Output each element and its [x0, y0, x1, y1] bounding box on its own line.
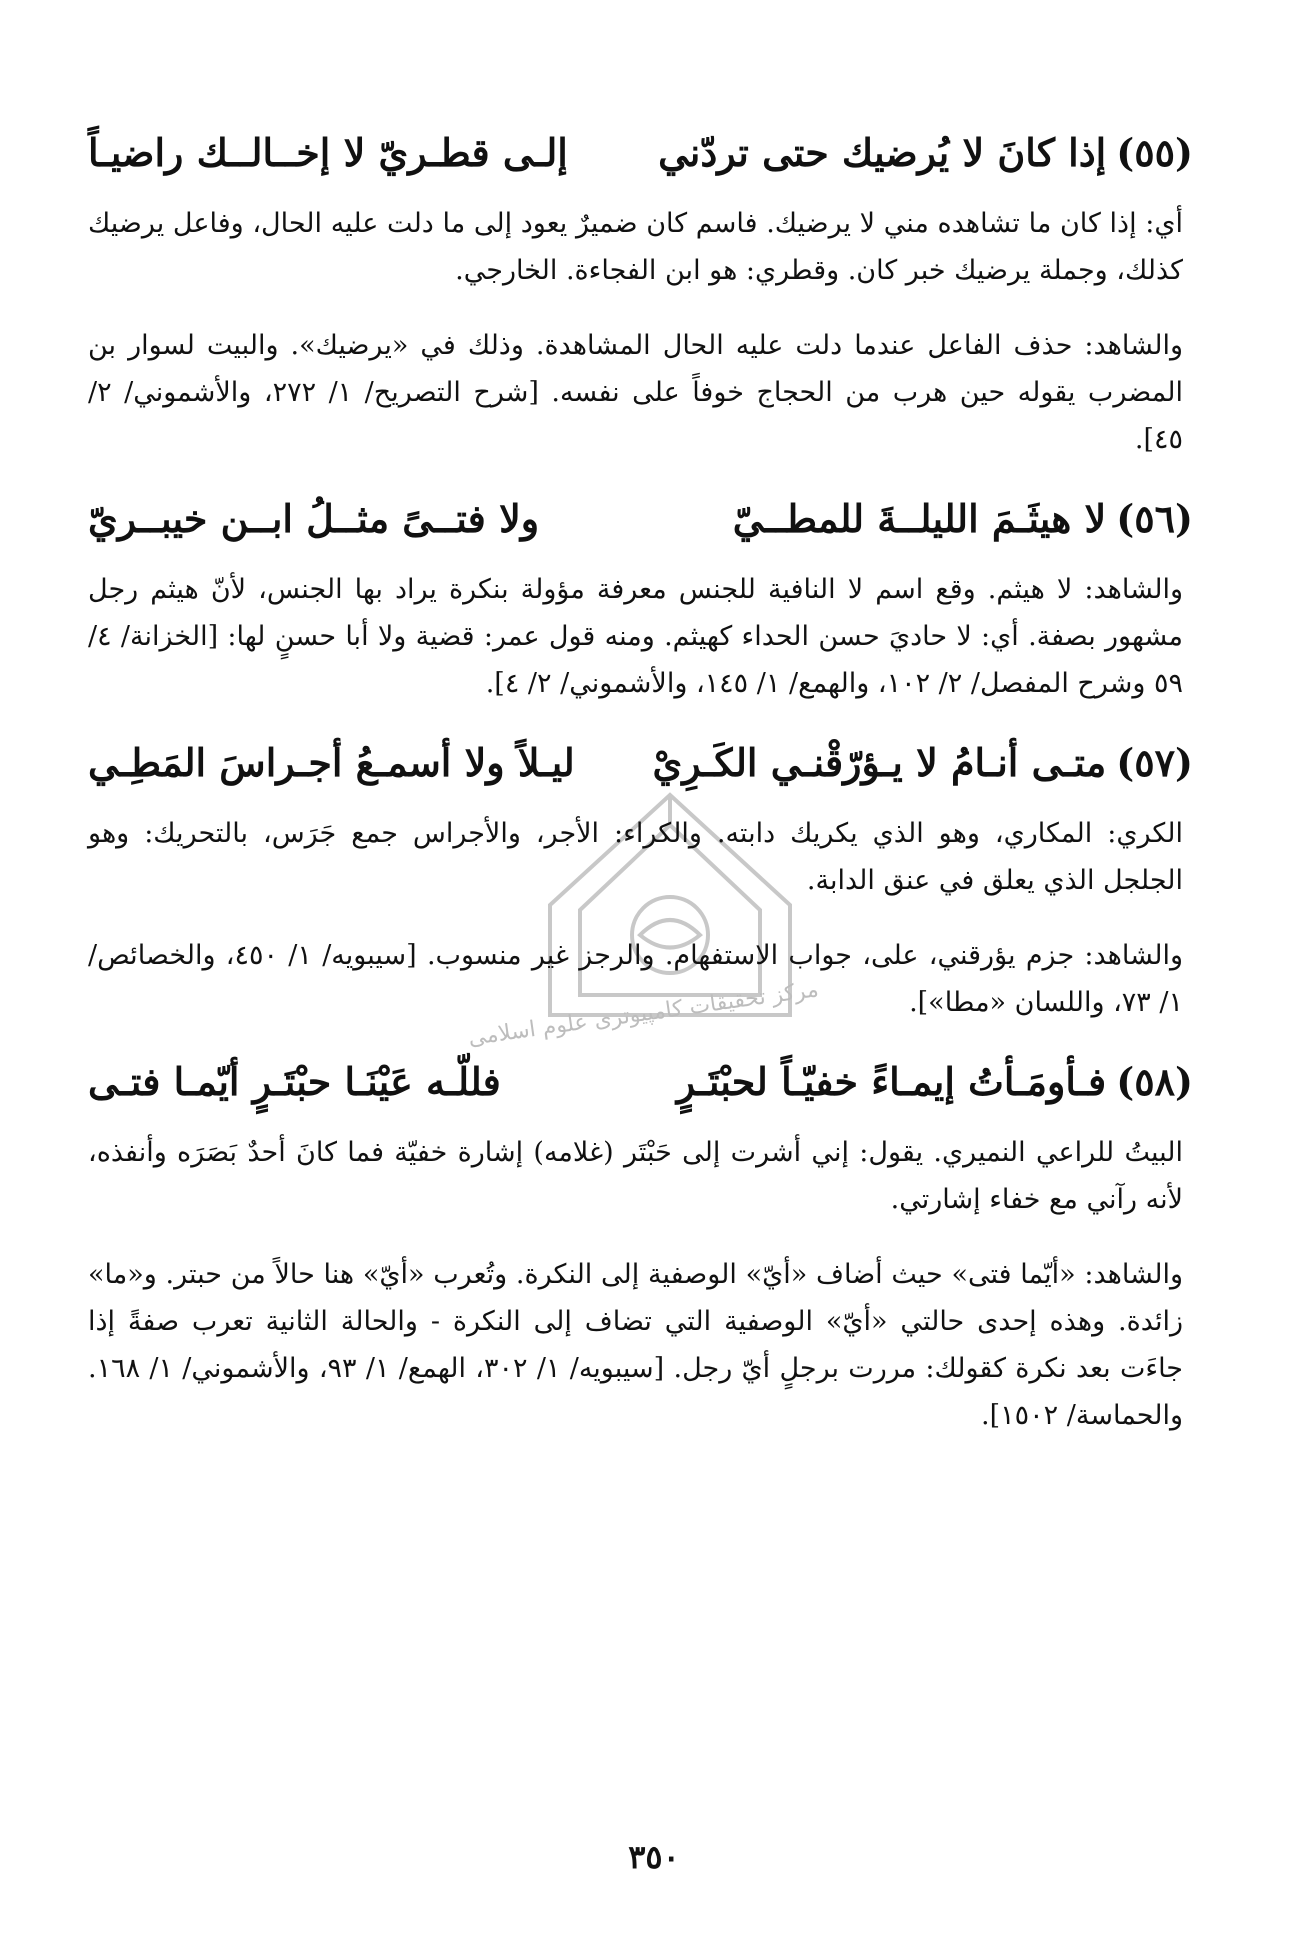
verse-56 — [88, 491, 1193, 546]
verse-57 — [88, 735, 1193, 790]
commentary-paragraph: البيتُ للراعي النميري. يقول: إني أشرت إلى حَبْتَر (غلامه) إشارة خفيّة فما كانَ أحدٌ بَصَرَه وأنفذه، لأنه رآني مع خفاء إشارتي. — [88, 1137, 1183, 1216]
verse-hemistich-second: ليـلاً ولا أسمـعُ أجـراسَ المَطِـي — [88, 740, 575, 786]
verse-hemistich-first: لا هيثَـمَ الليلــةَ للمطــيّ — [732, 496, 1107, 542]
verse-number: (٥٥) — [1116, 130, 1193, 175]
page-content — [88, 125, 1193, 1467]
evidence-paragraph: والشاهد: حذف الفاعل عندما دلت عليه الحال المشاهدة. وذلك في «يرضيك». والبيت لسوار بن المضرب يقوله حين هرب من الحجاج خوفاً على نفسه. [شرح التصريح/ ١/ ٢٧٢، والأشموني/ ٢/ ٤٥]. — [88, 330, 1183, 456]
watermark-text: مركز تحقيقات كامپيوترى علوم اسلامى — [466, 977, 821, 1052]
verse-hemistich-second: إلـى قطـريّ لا إخــالــك راضيـاً — [88, 130, 568, 175]
verse-number: (٥٧) — [1116, 740, 1193, 786]
evidence-paragraph: والشاهد: «أيّما فتى» حيث أضاف «أيّ» الوصفية إلى النكرة. وتُعرب «أيّ» هنا حالاً من حبتر. و«ما» زائدة. وهذه إحدى حالتي «أيّ» الوصفية التي تضاف إلى النكرة - والحالة الثانية تعرب صفةً إذا جاءَت بعد نكرة كقولك: مررت برجلٍ أيّ رجل. [سيبويه/ ١/ ٣٠٢، الهمع/ ١/ ٩٣، والأشموني/ ١/ ١٦٨. والحماسة/ ١٥٠٢]. — [88, 1259, 1183, 1432]
verse-hemistich-first: فـأومَـأتُ إيمـاءً خفيّـاً لحبْتَـرٍ — [676, 1059, 1107, 1105]
commentary-paragraph: أي: إذا كان ما تشاهده مني لا يرضيك. فاسم كان ضميرٌ يعود إلى ما دلت عليه الحال، وفاعل يرضيك كذلك، وجملة يرضيك خبر كان. وقطري: هو ابن الفجاءة. الخارجي. — [88, 208, 1183, 287]
evidence-paragraph: والشاهد: لا هيثم. وقع اسم لا النافية للجنس معرفة مؤولة بنكرة يراد بها الجنس، لأنّ هيثم رجل مشهور بصفة. أي: لا حاديَ حسن الحداء كهيثم. ومنه قول عمر: قضية ولا أبا حسنٍ لها: [الخزانة/ ٤/ ٥٩ وشرح المفصل/ ٢/ ١٠٢، والهمع/ ١/ ١٤٥، والأشموني/ ٢/ ٤]. — [88, 574, 1183, 700]
verse-hemistich-second: ولا فتــىً مثــلُ ابــن خيبــريّ — [88, 496, 540, 542]
verse-hemistich-second: فللّـه عَيْنَـا حبْتَـرٍ أيّمـا فتـى — [88, 1059, 501, 1105]
verse-hemistich-first: إذا كانَ لا يُرضيك حتى تردّني — [658, 130, 1107, 175]
verse-hemistich-first: متـى أنـامُ لا يـؤرّقْنـي الكَـرِيْ — [652, 740, 1107, 786]
verse-55 — [88, 125, 1193, 180]
verse-58 — [88, 1054, 1193, 1109]
page-number: ٣٥٠ — [628, 1838, 680, 1876]
verse-number: (٥٨) — [1116, 1059, 1193, 1105]
evidence-paragraph: والشاهد: جزم يؤرقني، على، جواب الاستفهام. والرجز غير منسوب. [سيبويه/ ١/ ٤٥٠، والخصائص/ ١/ ٧٣، واللسان «مطا»]. — [88, 940, 1183, 1019]
commentary-paragraph: الكري: المكاري، وهو الذي يكريك دابته. والكراء: الأجر، والأجراس جمع جَرَس، بالتحريك: وهو الجلجل الذي يعلق في عنق الدابة. — [88, 818, 1183, 897]
verse-number: (٥٦) — [1116, 496, 1193, 542]
